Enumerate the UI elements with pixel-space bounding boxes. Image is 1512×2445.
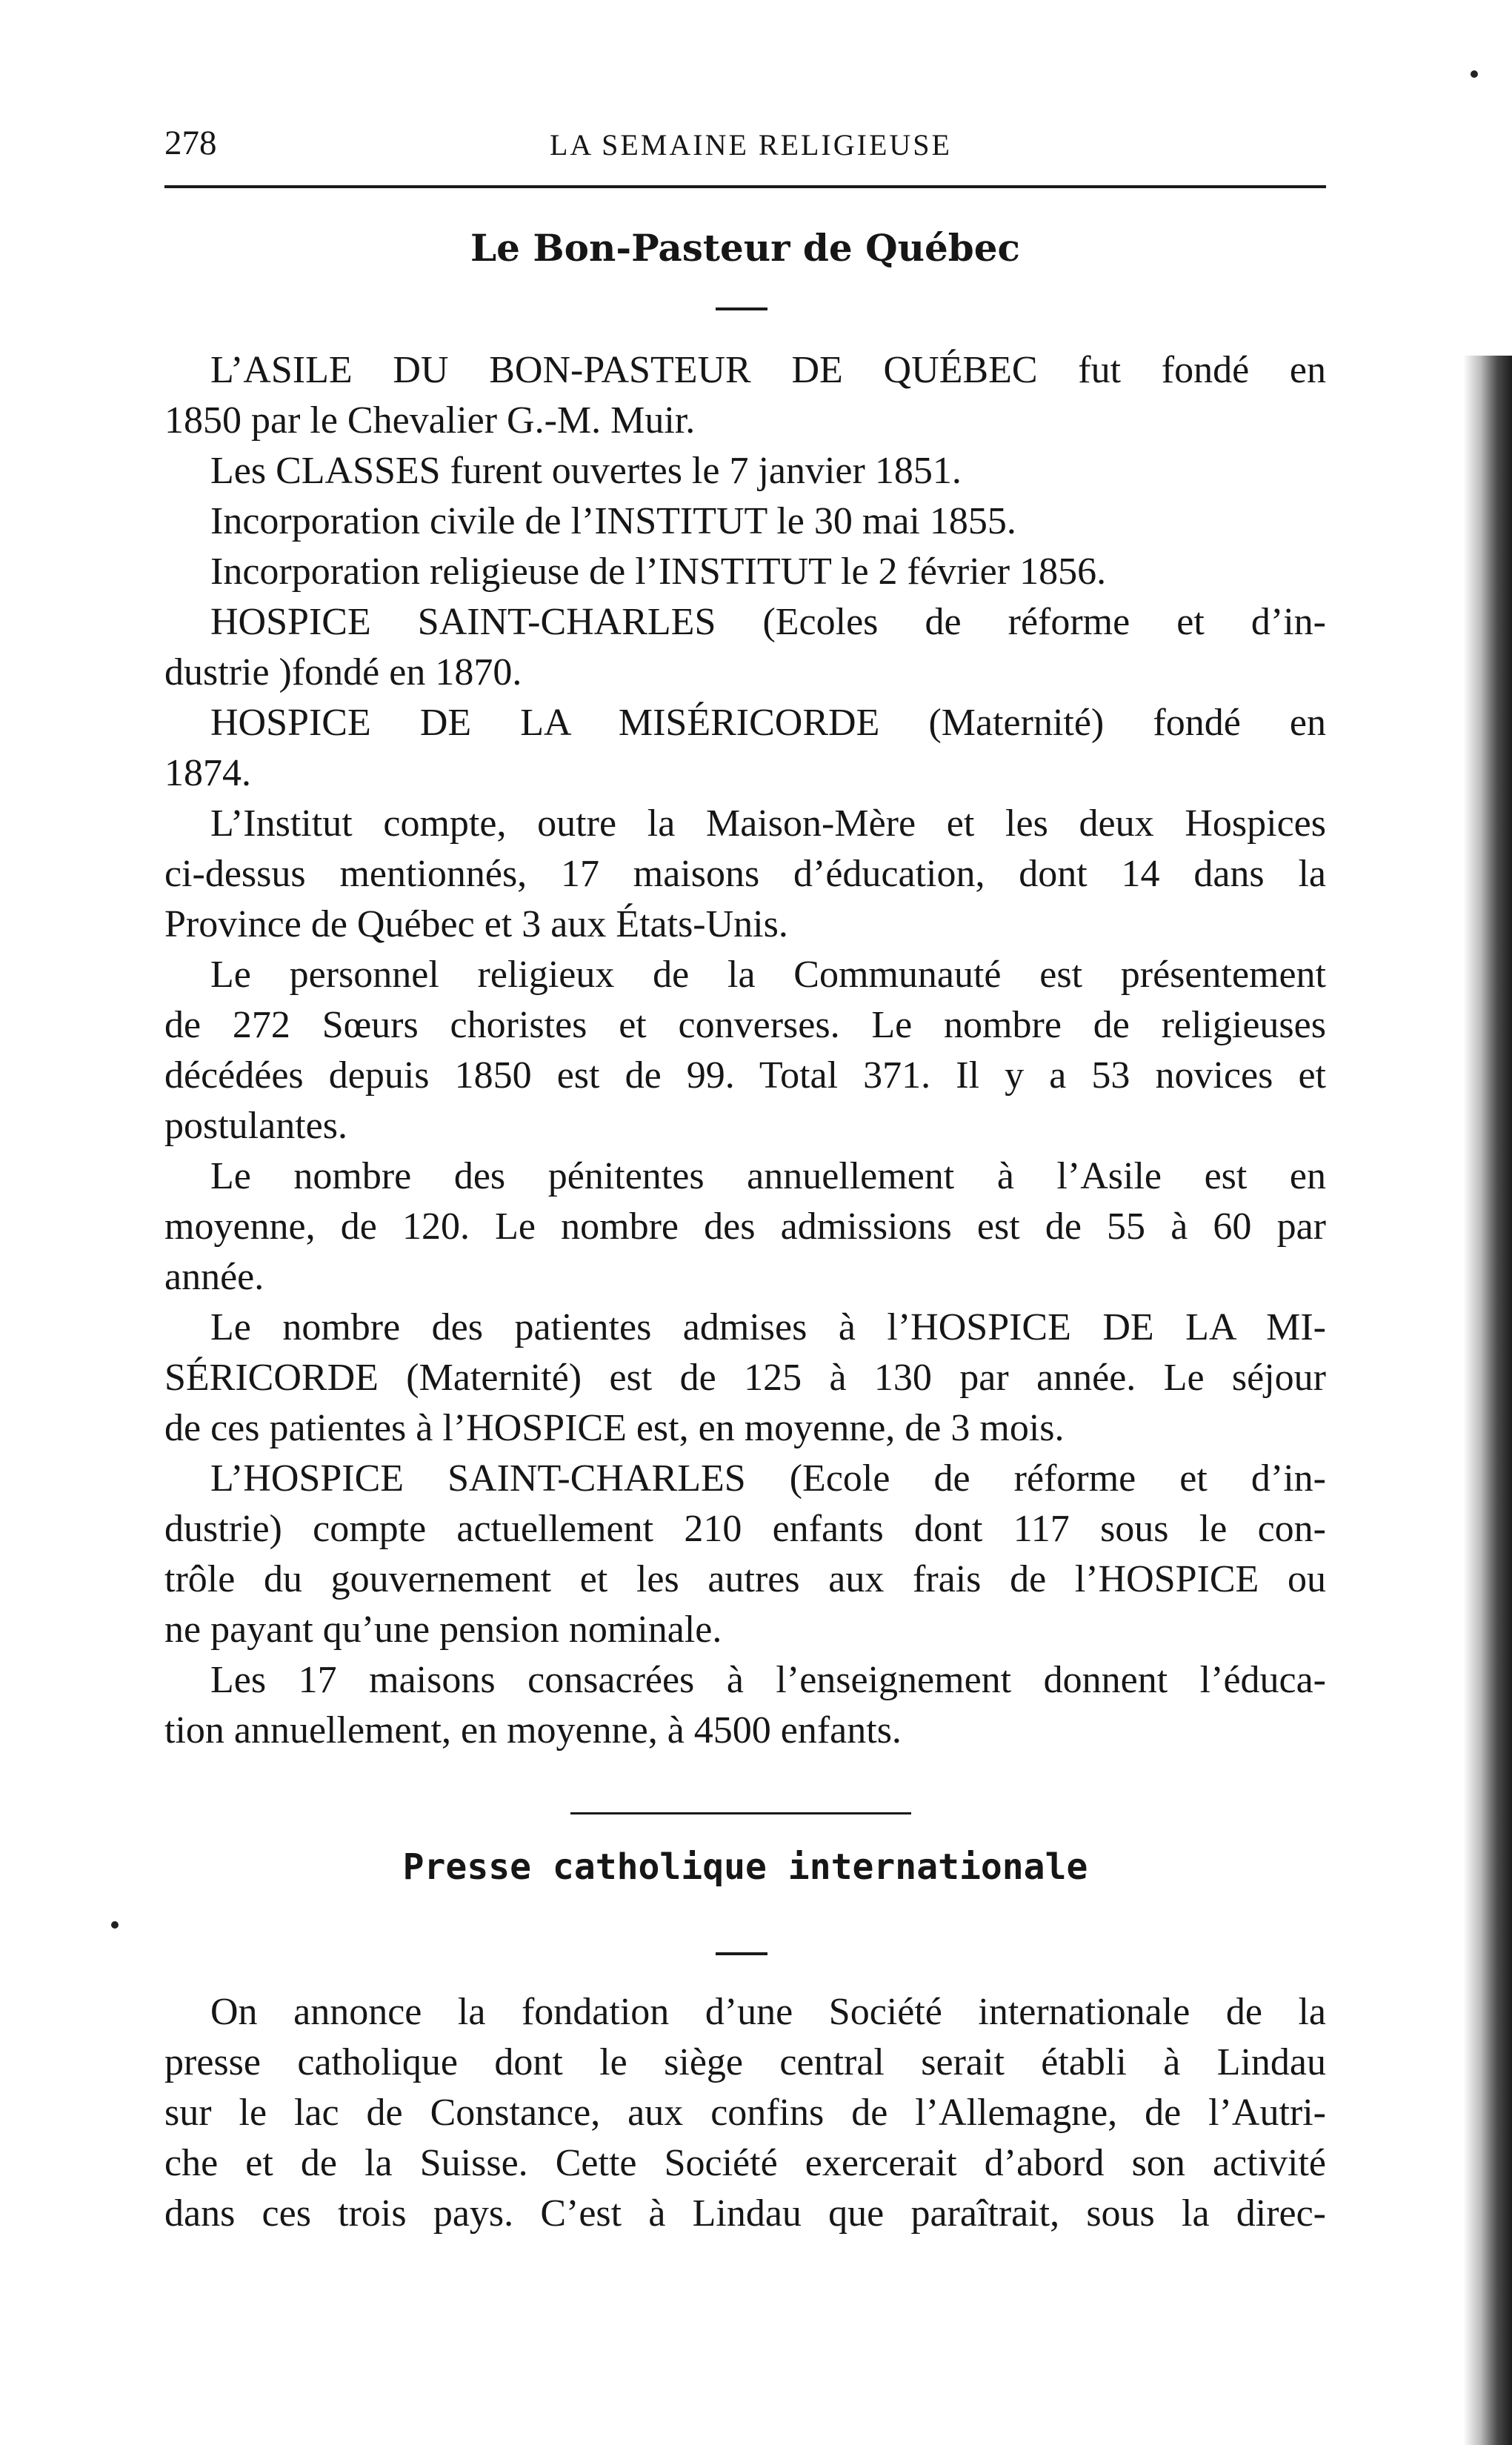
body-line: che et de la Suisse. Cette Société exercerait d’abord son activité: [164, 2142, 1326, 2184]
body-line: dans ces trois pays. C’est à Lindau que paraîtrait, sous la direc-: [164, 2192, 1326, 2235]
body-line: SÉRICORDE (Maternité) est de 125 à 130 par année. Le séjour: [164, 1357, 1326, 1399]
body-line: Le nombre des patientes admises à l’HOSPICE DE LA MI-: [210, 1306, 1326, 1348]
body-line: dustrie) compte actuellement 210 enfants dont 117 sous le con-: [164, 1508, 1326, 1550]
body-line: dustrie )fondé en 1870.: [164, 651, 522, 693]
body-line: presse catholique dont le siège central serait établi à Lindau: [164, 2041, 1326, 2083]
body-line: Incorporation civile de l’INSTITUT le 30 mai 1855.: [210, 500, 1016, 542]
body-line: trôle du gouvernement et les autres aux frais de l’HOSPICE ou: [164, 1558, 1326, 1600]
scan-speck: [1471, 70, 1478, 78]
body-line: décédées depuis 1850 est de 99. Total 371. Il y a 53 novices et: [164, 1054, 1326, 1097]
body-line: moyenne, de 120. Le nombre des admissions est de 55 à 60 par: [164, 1205, 1326, 1248]
body-line: HOSPICE SAINT-CHARLES (Ecoles de réforme et d’in-: [210, 601, 1326, 643]
article-title: Le Bon-Pasteur de Québec: [470, 226, 1021, 270]
running-header: [164, 117, 1326, 169]
page-number: 278: [164, 124, 217, 162]
body-line: de ces patientes à l’HOSPICE est, en moyenne, de 3 mois.: [164, 1407, 1065, 1449]
article-title: Presse catholique internationale: [402, 1846, 1088, 1888]
header-rule: [164, 185, 1326, 188]
body-line: L’ASILE DU BON-PASTEUR DE QUÉBEC fut fondé en: [210, 349, 1326, 391]
body-line: L’HOSPICE SAINT-CHARLES (Ecole de réforme et d’in-: [210, 1457, 1326, 1500]
body-line: 1874.: [164, 752, 251, 794]
body-line: Les CLASSES furent ouvertes le 7 janvier 1851.: [210, 450, 962, 492]
body-line: sur le lac de Constance, aux confins de l’Allemagne, de l’Autri-: [164, 2092, 1326, 2134]
body-line: année.: [164, 1256, 264, 1298]
scan-edge-shadow: [1463, 356, 1512, 2445]
body-line: postulantes.: [164, 1105, 347, 1147]
body-line: L’Institut compte, outre la Maison-Mère et les deux Hospices: [210, 802, 1326, 845]
section-divider: [570, 1812, 911, 1814]
body-line: 1850 par le Chevalier G.-M. Muir.: [164, 399, 696, 442]
body-line: Province de Québec et 3 aux États-Unis.: [164, 903, 788, 945]
body-line: ci-dessus mentionnés, 17 maisons d’éducation, dont 14 dans la: [164, 853, 1326, 895]
body-line: Le nombre des pénitentes annuellement à l’Asile est en: [210, 1155, 1326, 1197]
body-line: tion annuellement, en moyenne, à 4500 enfants.: [164, 1709, 902, 1752]
title-dash: [716, 307, 767, 310]
body-line: ne payant qu’une pension nominale.: [164, 1609, 722, 1651]
title-dash: [716, 1952, 767, 1955]
body-line: de 272 Sœurs choristes et converses. Le nombre de religieuses: [164, 1004, 1326, 1046]
body-line: Le personnel religieux de la Communauté est présentement: [210, 954, 1326, 996]
scan-speck: [111, 1921, 119, 1929]
body-line: On annonce la fondation d’une Société internationale de la: [210, 1991, 1326, 2033]
running-title: LA SEMAINE RELIGIEUSE: [550, 128, 952, 162]
body-line: HOSPICE DE LA MISÉRICORDE (Maternité) fondé en: [210, 702, 1326, 744]
body-line: Les 17 maisons consacrées à l’enseignement donnent l’éduca-: [210, 1659, 1326, 1701]
body-line: Incorporation religieuse de l’INSTITUT le 2 février 1856.: [210, 550, 1107, 593]
